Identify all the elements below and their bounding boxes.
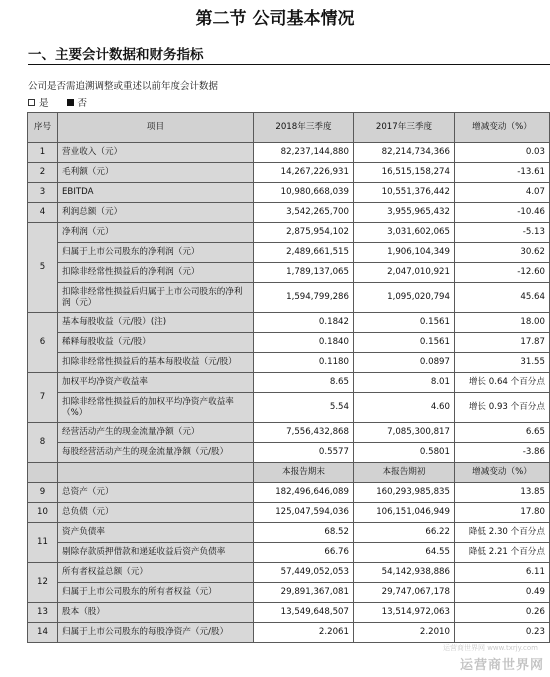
row-value-b: 1,906,104,349 <box>354 243 455 263</box>
row-item: 扣除非经常性损益后的加权平均净资产收益率（%） <box>58 393 254 423</box>
row-value-b: 2.2010 <box>354 623 455 643</box>
row-value-b: 7,085,300,817 <box>354 423 455 443</box>
row-item: 股本（股） <box>58 603 254 623</box>
row-item: 利润总额（元） <box>58 203 254 223</box>
row-value-b: 2,047,010,921 <box>354 263 455 283</box>
row-value-b: 0.1561 <box>354 333 455 353</box>
row-value-b: 0.1561 <box>354 313 455 333</box>
subheader-period-start: 本报告期初 <box>354 463 455 483</box>
table-row <box>28 353 550 373</box>
row-value-b: 66.22 <box>354 523 455 543</box>
row-change: -3.86 <box>455 443 550 463</box>
yes-checkbox[interactable] <box>28 99 35 106</box>
row-no: 2 <box>28 163 58 183</box>
row-value-b: 0.5801 <box>354 443 455 463</box>
row-value-a: 125,047,594,036 <box>254 503 354 523</box>
subheader-period-end: 本报告期末 <box>254 463 354 483</box>
row-value-b: 3,031,602,065 <box>354 223 455 243</box>
divider <box>28 64 550 65</box>
row-value-b: 10,551,376,442 <box>354 183 455 203</box>
row-value-a: 0.1840 <box>254 333 354 353</box>
row-change: 降低 2.30 个百分点 <box>455 523 550 543</box>
table-row <box>28 623 550 643</box>
table-row <box>28 163 550 183</box>
row-value-b: 16,515,158,274 <box>354 163 455 183</box>
row-no: 12 <box>28 563 58 603</box>
watermark-logo: 运营商世界网 <box>459 658 544 673</box>
row-no: 13 <box>28 603 58 623</box>
row-change: -5.13 <box>455 223 550 243</box>
row-item: 扣除非经常性损益后归属于上市公司股东的净利润（元） <box>58 283 254 313</box>
no-checkbox[interactable] <box>67 99 74 106</box>
row-value-b: 1,095,020,794 <box>354 283 455 313</box>
row-item: EBITDA <box>58 183 254 203</box>
row-item: 扣除非经常性损益后的净利润（元） <box>58 263 254 283</box>
row-change: 30.62 <box>455 243 550 263</box>
row-item: 归属于上市公司股东的净利润（元） <box>58 243 254 263</box>
row-no: 5 <box>28 223 58 313</box>
table-row <box>28 483 550 503</box>
row-change: 17.87 <box>455 333 550 353</box>
row-no: 3 <box>28 183 58 203</box>
row-change: 0.03 <box>455 143 550 163</box>
row-value-a: 0.5577 <box>254 443 354 463</box>
row-item: 毛利额（元） <box>58 163 254 183</box>
row-no: 9 <box>28 483 58 503</box>
table-row <box>28 263 550 283</box>
row-item: 经营活动产生的现金流量净额（元） <box>58 423 254 443</box>
table-row <box>28 203 550 223</box>
row-change: 13.85 <box>455 483 550 503</box>
row-item: 总资产（元） <box>58 483 254 503</box>
restate-choice <box>28 95 87 109</box>
row-change: -12.60 <box>455 263 550 283</box>
table-row <box>28 283 550 313</box>
row-value-a: 182,496,646,089 <box>254 483 354 503</box>
row-value-a: 8.65 <box>254 373 354 393</box>
table-row <box>28 523 550 543</box>
row-no: 11 <box>28 523 58 563</box>
table-row <box>28 563 550 583</box>
row-value-a: 82,237,144,880 <box>254 143 354 163</box>
row-item: 每股经营活动产生的现金流量净额（元/股） <box>58 443 254 463</box>
row-change: 0.23 <box>455 623 550 643</box>
row-no: 7 <box>28 373 58 423</box>
row-value-b: 4.60 <box>354 393 455 423</box>
row-change: 增长 0.64 个百分点 <box>455 373 550 393</box>
subheader-item <box>58 463 254 483</box>
table-row <box>28 443 550 463</box>
row-value-a: 7,556,432,868 <box>254 423 354 443</box>
row-value-a: 1,789,137,065 <box>254 263 354 283</box>
row-change: 45.64 <box>455 283 550 313</box>
table-row <box>28 333 550 353</box>
header-change: 增减变动（%） <box>455 113 550 143</box>
table-row <box>28 313 550 333</box>
header-2017q3: 2017年三季度 <box>354 113 455 143</box>
restate-question: 公司是否需追溯调整或重述以前年度会计数据 <box>28 81 219 92</box>
row-value-b: 29,747,067,178 <box>354 583 455 603</box>
row-value-a: 57,449,052,053 <box>254 563 354 583</box>
row-item: 加权平均净资产收益率 <box>58 373 254 393</box>
row-value-a: 5.54 <box>254 393 354 423</box>
row-value-b: 160,293,985,835 <box>354 483 455 503</box>
row-value-b: 106,151,046,949 <box>354 503 455 523</box>
row-item: 基本每股收益（元/股）(注) <box>58 313 254 333</box>
row-change: 4.07 <box>455 183 550 203</box>
row-change: 6.65 <box>455 423 550 443</box>
row-item: 稀释每股收益（元/股） <box>58 333 254 353</box>
row-change: -13.61 <box>455 163 550 183</box>
row-change: 18.00 <box>455 313 550 333</box>
table-row <box>28 143 550 163</box>
row-item: 总负债（元） <box>58 503 254 523</box>
row-value-a: 2,875,954,102 <box>254 223 354 243</box>
row-no: 6 <box>28 313 58 373</box>
watermark-url: 运营商世界网 www.txrjy.com <box>442 644 538 652</box>
row-value-a: 68.52 <box>254 523 354 543</box>
row-value-b: 8.01 <box>354 373 455 393</box>
row-value-b: 54,142,938,886 <box>354 563 455 583</box>
table-row <box>28 603 550 623</box>
row-item: 归属于上市公司股东的所有者权益（元） <box>58 583 254 603</box>
row-item: 扣除非经常性损益后的基本每股收益（元/股） <box>58 353 254 373</box>
table-subheader-row <box>28 463 550 483</box>
row-no: 1 <box>28 143 58 163</box>
row-value-a: 66.76 <box>254 543 354 563</box>
header-no: 序号 <box>28 113 58 143</box>
header-item: 项目 <box>58 113 254 143</box>
table-row <box>28 183 550 203</box>
row-change: 0.49 <box>455 583 550 603</box>
row-change: 0.26 <box>455 603 550 623</box>
financial-table <box>27 112 550 643</box>
row-item: 剔除存款质押借款和递延收益后资产负债率 <box>58 543 254 563</box>
row-value-a: 0.1180 <box>254 353 354 373</box>
table-row <box>28 223 550 243</box>
table-row <box>28 423 550 443</box>
row-no: 8 <box>28 423 58 463</box>
row-value-b: 3,955,965,432 <box>354 203 455 223</box>
row-change: 17.80 <box>455 503 550 523</box>
row-value-a: 14,267,226,931 <box>254 163 354 183</box>
row-item: 净利润（元） <box>58 223 254 243</box>
row-change: 增长 0.93 个百分点 <box>455 393 550 423</box>
header-2018q3: 2018年三季度 <box>254 113 354 143</box>
row-value-b: 64.55 <box>354 543 455 563</box>
subheader-change: 增减变动（%） <box>455 463 550 483</box>
row-value-b: 82,214,734,366 <box>354 143 455 163</box>
row-value-b: 0.0897 <box>354 353 455 373</box>
table-row <box>28 393 550 423</box>
subheader-no <box>28 463 58 483</box>
table-row <box>28 503 550 523</box>
no-label: 否 <box>77 98 88 109</box>
section-title: 第二节 公司基本情况 <box>195 9 355 29</box>
row-change: 6.11 <box>455 563 550 583</box>
row-value-a: 29,891,367,081 <box>254 583 354 603</box>
row-no: 14 <box>28 623 58 643</box>
row-item: 营业收入（元） <box>58 143 254 163</box>
row-change: -10.46 <box>455 203 550 223</box>
chapter-title: 一、主要会计数据和财务指标 <box>28 47 204 63</box>
table-row <box>28 583 550 603</box>
row-value-a: 2.2061 <box>254 623 354 643</box>
row-value-a: 3,542,265,700 <box>254 203 354 223</box>
row-value-a: 1,594,799,286 <box>254 283 354 313</box>
table-row <box>28 243 550 263</box>
row-value-b: 13,514,972,063 <box>354 603 455 623</box>
row-change: 降低 2.21 个百分点 <box>455 543 550 563</box>
row-value-a: 0.1842 <box>254 313 354 333</box>
row-item: 归属于上市公司股东的每股净资产（元/股） <box>58 623 254 643</box>
row-value-a: 13,549,648,507 <box>254 603 354 623</box>
row-value-a: 2,489,661,515 <box>254 243 354 263</box>
table-row <box>28 373 550 393</box>
row-no: 10 <box>28 503 58 523</box>
table-header-row <box>28 113 550 143</box>
yes-label: 是 <box>39 98 49 109</box>
row-item: 所有者权益总额（元） <box>58 563 254 583</box>
row-change: 31.55 <box>455 353 550 373</box>
row-value-a: 10,980,668,039 <box>254 183 354 203</box>
row-item: 资产负债率 <box>58 523 254 543</box>
table-row <box>28 543 550 563</box>
row-no: 4 <box>28 203 58 223</box>
